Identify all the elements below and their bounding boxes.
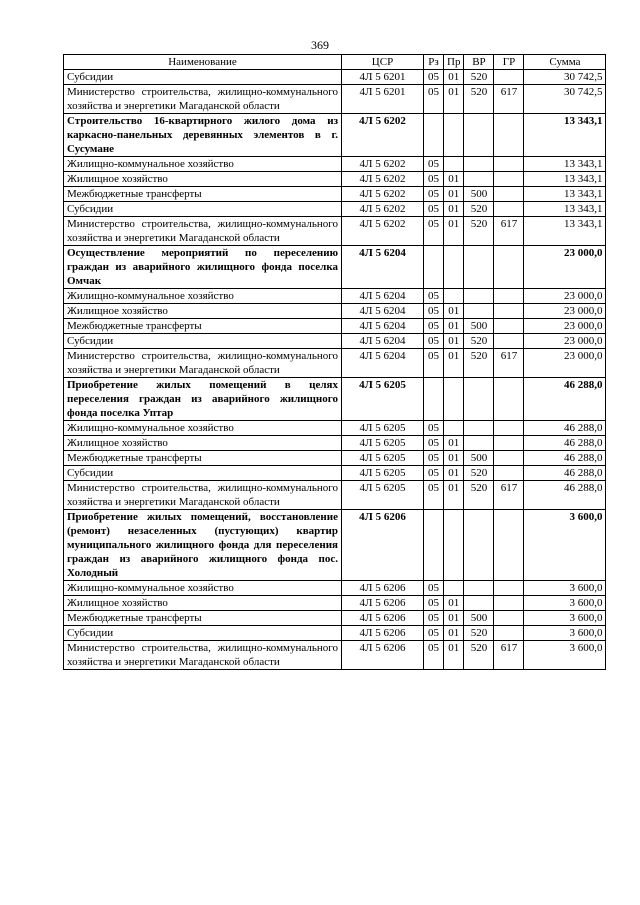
cell-pr (444, 378, 464, 421)
cell-gr (494, 114, 524, 157)
table-row (64, 451, 606, 466)
cell-gr: 617 (494, 217, 524, 246)
cell-csr: 4Л 5 6204 (342, 246, 424, 289)
cell-vr (464, 304, 494, 319)
cell-gr: 617 (494, 481, 524, 510)
cell-csr: 4Л 5 6204 (342, 289, 424, 304)
cell-name: Субсидии (64, 334, 342, 349)
cell-pr: 01 (444, 466, 464, 481)
cell-sum: 3 600,0 (524, 510, 606, 581)
table-row (64, 114, 606, 157)
table-row (64, 319, 606, 334)
cell-gr (494, 626, 524, 641)
cell-pr: 01 (444, 334, 464, 349)
table-row (64, 289, 606, 304)
table-row (64, 202, 606, 217)
table-row (64, 187, 606, 202)
cell-pr: 01 (444, 319, 464, 334)
cell-name: Министерство строительства, жилищно-коммунального хозяйства и энергетики Магаданской области (64, 85, 342, 114)
cell-pr: 01 (444, 436, 464, 451)
cell-pr: 01 (444, 172, 464, 187)
cell-name: Межбюджетные трансферты (64, 451, 342, 466)
cell-gr (494, 70, 524, 85)
cell-rz: 05 (424, 451, 444, 466)
cell-name: Межбюджетные трансферты (64, 611, 342, 626)
table-row (64, 70, 606, 85)
table-row (64, 611, 606, 626)
cell-vr (464, 246, 494, 289)
cell-vr: 500 (464, 187, 494, 202)
cell-rz: 05 (424, 436, 444, 451)
header-vr: ВР (464, 55, 494, 70)
cell-name: Жилищное хозяйство (64, 436, 342, 451)
cell-csr: 4Л 5 6202 (342, 157, 424, 172)
cell-rz: 05 (424, 304, 444, 319)
cell-pr: 01 (444, 611, 464, 626)
cell-gr (494, 172, 524, 187)
cell-gr (494, 421, 524, 436)
cell-vr: 500 (464, 319, 494, 334)
cell-sum: 3 600,0 (524, 641, 606, 670)
cell-csr: 4Л 5 6202 (342, 172, 424, 187)
cell-rz: 05 (424, 85, 444, 114)
cell-pr: 01 (444, 85, 464, 114)
cell-name: Жилищно-коммунальное хозяйство (64, 157, 342, 172)
cell-csr: 4Л 5 6201 (342, 70, 424, 85)
cell-sum: 23 000,0 (524, 304, 606, 319)
cell-rz: 05 (424, 349, 444, 378)
cell-csr: 4Л 5 6204 (342, 349, 424, 378)
cell-vr (464, 436, 494, 451)
header-pr: Пр (444, 55, 464, 70)
table-row (64, 481, 606, 510)
cell-vr (464, 378, 494, 421)
cell-vr: 500 (464, 611, 494, 626)
table-row (64, 85, 606, 114)
header-csr: ЦСР (342, 55, 424, 70)
cell-pr (444, 114, 464, 157)
cell-rz (424, 378, 444, 421)
cell-rz: 05 (424, 202, 444, 217)
cell-pr: 01 (444, 349, 464, 378)
cell-csr: 4Л 5 6204 (342, 319, 424, 334)
cell-gr (494, 289, 524, 304)
cell-pr (444, 246, 464, 289)
cell-vr: 520 (464, 334, 494, 349)
header-row (64, 55, 606, 70)
cell-vr (464, 157, 494, 172)
cell-sum: 3 600,0 (524, 596, 606, 611)
cell-sum: 30 742,5 (524, 85, 606, 114)
cell-rz: 05 (424, 289, 444, 304)
table-row (64, 581, 606, 596)
cell-name: Министерство строительства, жилищно-коммунального хозяйства и энергетики Магаданской области (64, 217, 342, 246)
table-row (64, 172, 606, 187)
cell-name: Жилищное хозяйство (64, 596, 342, 611)
cell-pr: 01 (444, 641, 464, 670)
cell-pr (444, 510, 464, 581)
cell-csr: 4Л 5 6204 (342, 334, 424, 349)
cell-sum: 13 343,1 (524, 217, 606, 246)
budget-table (63, 54, 606, 670)
cell-pr: 01 (444, 481, 464, 510)
header-rz: Рз (424, 55, 444, 70)
cell-name: Министерство строительства, жилищно-коммунального хозяйства и энергетики Магаданской области (64, 481, 342, 510)
cell-sum: 13 343,1 (524, 114, 606, 157)
table-row (64, 626, 606, 641)
cell-sum: 3 600,0 (524, 626, 606, 641)
table-row (64, 510, 606, 581)
cell-csr: 4Л 5 6202 (342, 202, 424, 217)
cell-rz: 05 (424, 172, 444, 187)
cell-name: Осуществление мероприятий по переселению граждан из аварийного жилищного фонда поселка Омчак (64, 246, 342, 289)
cell-name: Субсидии (64, 626, 342, 641)
cell-name: Субсидии (64, 466, 342, 481)
cell-name: Субсидии (64, 70, 342, 85)
table-body (64, 70, 606, 670)
cell-gr (494, 334, 524, 349)
cell-gr (494, 187, 524, 202)
cell-csr: 4Л 5 6206 (342, 581, 424, 596)
cell-vr: 520 (464, 626, 494, 641)
cell-csr: 4Л 5 6202 (342, 187, 424, 202)
cell-pr: 01 (444, 202, 464, 217)
cell-gr (494, 246, 524, 289)
cell-pr: 01 (444, 217, 464, 246)
cell-vr: 520 (464, 70, 494, 85)
cell-gr: 617 (494, 641, 524, 670)
cell-sum: 46 288,0 (524, 466, 606, 481)
table-row (64, 378, 606, 421)
cell-csr: 4Л 5 6206 (342, 510, 424, 581)
cell-gr (494, 202, 524, 217)
cell-rz: 05 (424, 481, 444, 510)
table-row (64, 217, 606, 246)
cell-rz: 05 (424, 421, 444, 436)
cell-vr (464, 510, 494, 581)
cell-name: Строительство 16-квартирного жилого дома из каркасно-панельных деревянных элементов в г. Сусумане (64, 114, 342, 157)
cell-pr: 01 (444, 70, 464, 85)
cell-name: Министерство строительства, жилищно-коммунального хозяйства и энергетики Магаданской области (64, 641, 342, 670)
cell-csr: 4Л 5 6205 (342, 481, 424, 510)
cell-vr: 520 (464, 466, 494, 481)
cell-rz: 05 (424, 581, 444, 596)
table-row (64, 596, 606, 611)
cell-vr: 520 (464, 202, 494, 217)
cell-csr: 4Л 5 6201 (342, 85, 424, 114)
cell-sum: 23 000,0 (524, 289, 606, 304)
cell-rz: 05 (424, 626, 444, 641)
cell-rz: 05 (424, 157, 444, 172)
cell-csr: 4Л 5 6202 (342, 114, 424, 157)
cell-rz: 05 (424, 319, 444, 334)
table-row (64, 157, 606, 172)
cell-csr: 4Л 5 6204 (342, 304, 424, 319)
cell-vr (464, 289, 494, 304)
cell-vr: 520 (464, 641, 494, 670)
cell-name: Субсидии (64, 202, 342, 217)
cell-pr (444, 421, 464, 436)
table-row (64, 304, 606, 319)
cell-rz (424, 114, 444, 157)
cell-csr: 4Л 5 6205 (342, 378, 424, 421)
cell-vr (464, 172, 494, 187)
cell-sum: 46 288,0 (524, 451, 606, 466)
cell-rz: 05 (424, 70, 444, 85)
table-row (64, 334, 606, 349)
cell-rz (424, 246, 444, 289)
table-row (64, 436, 606, 451)
cell-rz: 05 (424, 187, 444, 202)
page-number: 369 (311, 38, 329, 52)
header-gr: ГР (494, 55, 524, 70)
cell-csr: 4Л 5 6205 (342, 436, 424, 451)
header-name: Наименование (64, 55, 342, 70)
cell-rz: 05 (424, 334, 444, 349)
cell-csr: 4Л 5 6206 (342, 626, 424, 641)
cell-sum: 13 343,1 (524, 202, 606, 217)
cell-vr: 520 (464, 481, 494, 510)
cell-name: Приобретение жилых помещений в целях переселения граждан из аварийного жилищного фонда поселка Уптар (64, 378, 342, 421)
cell-name: Межбюджетные трансферты (64, 319, 342, 334)
cell-sum: 46 288,0 (524, 378, 606, 421)
cell-gr (494, 596, 524, 611)
cell-pr: 01 (444, 626, 464, 641)
cell-rz (424, 510, 444, 581)
cell-name: Межбюджетные трансферты (64, 187, 342, 202)
cell-rz: 05 (424, 611, 444, 626)
cell-sum: 46 288,0 (524, 436, 606, 451)
cell-sum: 46 288,0 (524, 421, 606, 436)
cell-vr (464, 596, 494, 611)
cell-csr: 4Л 5 6205 (342, 466, 424, 481)
cell-pr: 01 (444, 451, 464, 466)
cell-pr: 01 (444, 596, 464, 611)
cell-sum: 13 343,1 (524, 187, 606, 202)
cell-sum: 3 600,0 (524, 611, 606, 626)
table-header (64, 55, 606, 70)
cell-gr (494, 319, 524, 334)
cell-pr: 01 (444, 187, 464, 202)
cell-csr: 4Л 5 6202 (342, 217, 424, 246)
cell-gr (494, 611, 524, 626)
table-row (64, 349, 606, 378)
header-sum: Сумма (524, 55, 606, 70)
cell-sum: 23 000,0 (524, 319, 606, 334)
table-row (64, 466, 606, 481)
cell-sum: 23 000,0 (524, 334, 606, 349)
cell-name: Жилищно-коммунальное хозяйство (64, 581, 342, 596)
cell-name: Жилищно-коммунальное хозяйство (64, 289, 342, 304)
cell-sum: 13 343,1 (524, 157, 606, 172)
cell-rz: 05 (424, 596, 444, 611)
cell-sum: 46 288,0 (524, 481, 606, 510)
cell-gr (494, 436, 524, 451)
cell-vr: 500 (464, 451, 494, 466)
cell-gr (494, 581, 524, 596)
cell-vr (464, 421, 494, 436)
cell-sum: 13 343,1 (524, 172, 606, 187)
cell-rz: 05 (424, 466, 444, 481)
cell-sum: 3 600,0 (524, 581, 606, 596)
cell-vr: 520 (464, 85, 494, 114)
cell-name: Министерство строительства, жилищно-коммунального хозяйства и энергетики Магаданской области (64, 349, 342, 378)
cell-name: Жилищное хозяйство (64, 304, 342, 319)
cell-pr (444, 157, 464, 172)
cell-csr: 4Л 5 6206 (342, 611, 424, 626)
table-row (64, 246, 606, 289)
cell-csr: 4Л 5 6205 (342, 421, 424, 436)
table-row (64, 641, 606, 670)
cell-rz: 05 (424, 641, 444, 670)
cell-csr: 4Л 5 6205 (342, 451, 424, 466)
cell-vr (464, 114, 494, 157)
cell-sum: 30 742,5 (524, 70, 606, 85)
cell-pr (444, 289, 464, 304)
cell-gr (494, 466, 524, 481)
cell-sum: 23 000,0 (524, 349, 606, 378)
cell-sum: 23 000,0 (524, 246, 606, 289)
cell-gr (494, 451, 524, 466)
cell-gr: 617 (494, 349, 524, 378)
cell-gr (494, 510, 524, 581)
cell-csr: 4Л 5 6206 (342, 596, 424, 611)
cell-gr (494, 304, 524, 319)
cell-rz: 05 (424, 217, 444, 246)
cell-pr: 01 (444, 304, 464, 319)
cell-vr: 520 (464, 217, 494, 246)
cell-name: Приобретение жилых помещений, восстановление (ремонт) незаселенных (пустующих) квартир муниципального жилищного фонда для переселения граждан из аварийного жилищного фонда пос. Холодный (64, 510, 342, 581)
cell-gr (494, 157, 524, 172)
cell-name: Жилищное хозяйство (64, 172, 342, 187)
table-row (64, 421, 606, 436)
cell-name: Жилищно-коммунальное хозяйство (64, 421, 342, 436)
cell-gr: 617 (494, 85, 524, 114)
cell-gr (494, 378, 524, 421)
cell-csr: 4Л 5 6206 (342, 641, 424, 670)
cell-vr: 520 (464, 349, 494, 378)
cell-pr (444, 581, 464, 596)
cell-vr (464, 581, 494, 596)
